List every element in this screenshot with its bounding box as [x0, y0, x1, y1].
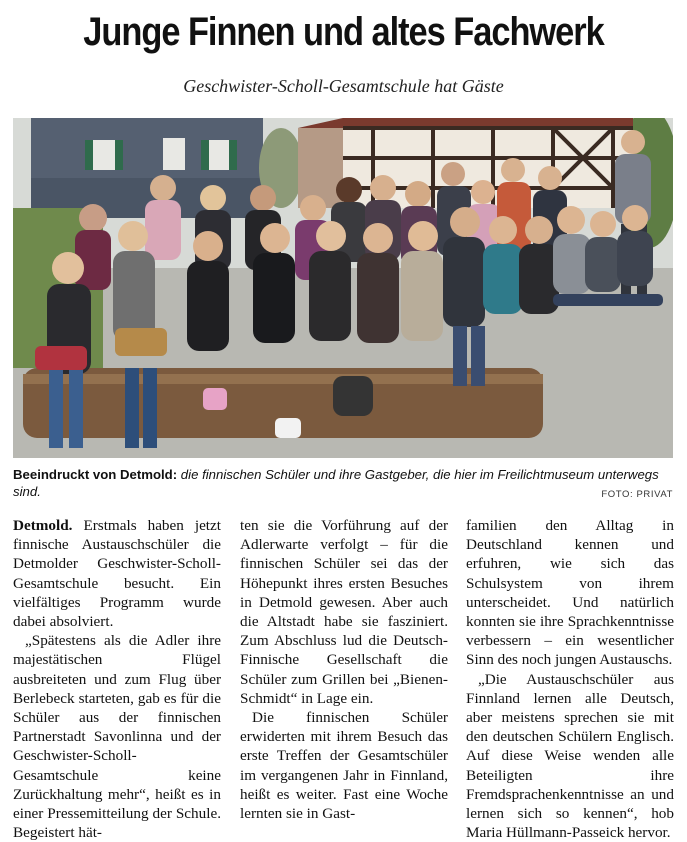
- headline: Junge Finnen und altes Fachwerk: [83, 10, 604, 54]
- subheadline: Geschwister-Scholl-Gesamtschule hat Gäste: [183, 76, 504, 96]
- group-photo: [13, 118, 673, 458]
- paragraph-text: Erstmals haben jetzt finnische Austauschschüler die Detmolder Geschwister-Scholl-Gesamtschule besucht. Ein vielfältiges Programm wurde dabei absolviert.: [13, 517, 221, 631]
- article-paragraph: familien den Alltag in Deutschland kennen und erfuhren, wie sich das Schulsystem von ihrem unterscheidet. Und natürlich konnten sie ihre Sprachkenntnisse verbessern – ein wesentlicher Sinn des noch jungen Austauschs.: [466, 517, 674, 669]
- article-column-2: [240, 516, 448, 823]
- article-paragraph: „Die Austauschschüler aus Finnland lernen alle Deutsch, aber meistens sprechen sie mit den deutschen Schülern Englisch. Auf diese Weise wenden alle Beteiligten ihre Fremdsprachenkenntnisse an und lernen sich so kennen“, hob Maria Hüllmann-Passeick hervor.: [466, 670, 674, 842]
- photo-credit: FOTO: PRIVAT: [601, 489, 673, 500]
- article-paragraph: ten sie die Vorführung auf der Adlerwarte verfolgt – für die finnischen Schüler sei das der Höhepunkt ihres ersten Besuches in Detmold gewesen. Aber auch die Altstadt habe sie fasziniert. Zum Abschluss lud die Deutsch-Finnische Gesellschaft die Schüler zum Grillen bei „Bienen-Schmidt“ in Lage ein.: [240, 517, 448, 707]
- article-paragraph: [13, 516, 221, 631]
- article-column-1: [13, 516, 221, 842]
- article-paragraph: „Spätestens als die Adler ihre majestätischen Flügel ausbreiteten und zum Flug über Berlebeck starteten, gab es für die Schüler aus der finnischen Partnerstadt Savonlinna und der Geschwister-Scholl-Gesamtschule keine Zurückhaltung mehr“, heißt es in einer Pressemitteilung der Schule. Begeistert hät-: [13, 632, 221, 842]
- caption-text: die finnischen Schüler und ihre Gastgeber, die hier im Freilichtmuseum unterwegs sind.: [13, 467, 659, 499]
- article-paragraph: Die finnischen Schüler erwiderten mit ihrem Besuch das erste Treffen der Gesamtschüler im vergangenen Jahr in Finnland, heißt es weiter. Fast eine Woche lernten sie in Gast-: [240, 709, 448, 823]
- caption-lead: Beeindruckt von Detmold:: [13, 467, 178, 482]
- group-photo-icon: [13, 118, 673, 458]
- article-column-3: [466, 516, 674, 842]
- dateline: Detmold.: [13, 517, 73, 534]
- photo-caption: [13, 466, 673, 500]
